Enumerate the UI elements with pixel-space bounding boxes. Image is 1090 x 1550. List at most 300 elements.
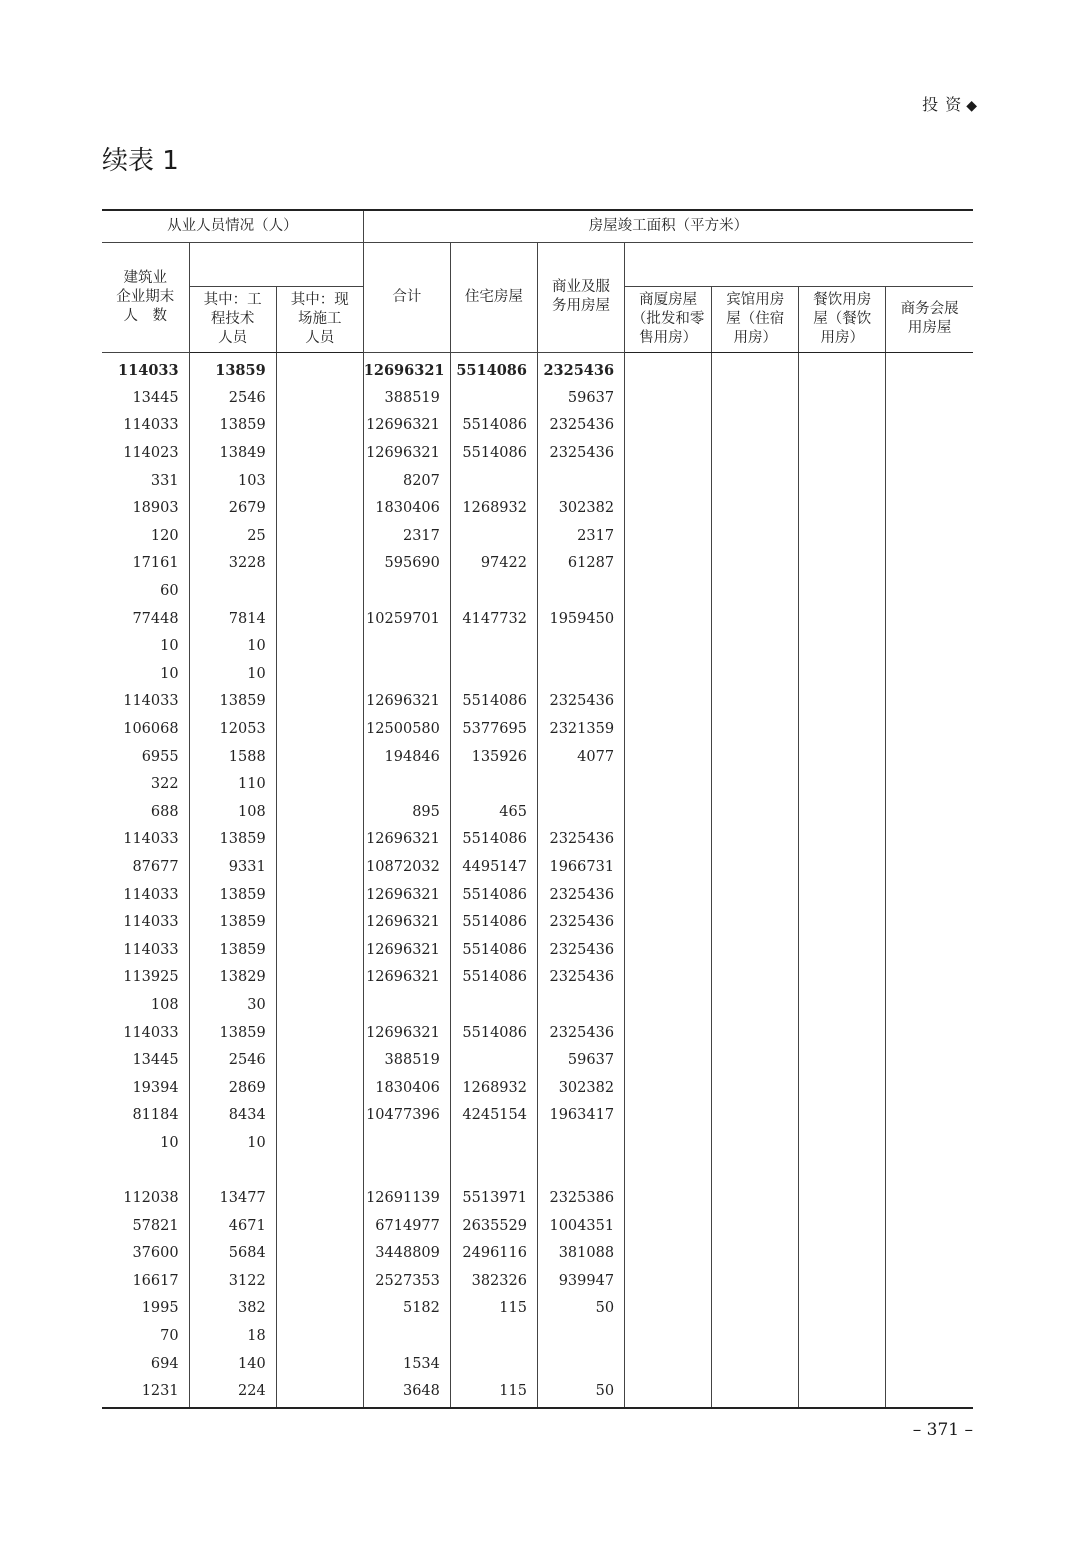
table-cell: [799, 688, 886, 716]
table-cell: [625, 494, 712, 522]
table-cell: 3228: [189, 550, 276, 578]
table-row: [102, 1184, 973, 1212]
header-area-office: 商厦房屋 （批发和零 售用房）: [625, 286, 712, 352]
table-cell: 12696321: [363, 352, 450, 384]
table-cell: [886, 936, 973, 964]
table-cell: [276, 908, 363, 936]
table-cell: [625, 770, 712, 798]
table-cell: 12696321: [363, 826, 450, 854]
table-cell: 1959450: [537, 605, 624, 633]
table-cell: [625, 1184, 712, 1212]
table-cell: [799, 439, 886, 467]
table-cell: [276, 1074, 363, 1102]
table-cell: 4077: [537, 743, 624, 771]
table-cell: 6714977: [363, 1212, 450, 1240]
table-cell: [886, 1267, 973, 1295]
table-cell: [712, 826, 799, 854]
table-cell: 5684: [189, 1240, 276, 1268]
table-cell: [712, 881, 799, 909]
table-cell: 1995: [102, 1295, 189, 1323]
table-cell: 57821: [102, 1212, 189, 1240]
table-cell: [799, 384, 886, 412]
table-cell: [799, 605, 886, 633]
table-cell: 2325436: [537, 688, 624, 716]
table-cell: [450, 632, 537, 660]
table-cell: [625, 964, 712, 992]
table-cell: [886, 577, 973, 605]
table-cell: [799, 1019, 886, 1047]
table-cell: [886, 522, 973, 550]
table-cell: 4245154: [450, 1102, 537, 1130]
table-cell: 59637: [537, 384, 624, 412]
table-cell: 2325436: [537, 936, 624, 964]
table-cell: 12696321: [363, 439, 450, 467]
table-cell: 6955: [102, 743, 189, 771]
table-cell: 12053: [189, 715, 276, 743]
table-cell: [537, 1350, 624, 1378]
table-cell: [625, 1322, 712, 1350]
table-cell: [625, 826, 712, 854]
table-cell: [712, 936, 799, 964]
table-cell: [625, 853, 712, 881]
table-cell: [886, 964, 973, 992]
table-cell: 5514086: [450, 439, 537, 467]
table-cell: 1004351: [537, 1212, 624, 1240]
table-cell: [625, 550, 712, 578]
table-cell: 5514086: [450, 352, 537, 384]
table-cell: [276, 991, 363, 1019]
table-cell: [276, 715, 363, 743]
table-cell: 382: [189, 1295, 276, 1323]
table-row: [102, 467, 973, 495]
table-cell: 10: [189, 660, 276, 688]
table-cell: 12696321: [363, 936, 450, 964]
table-cell: 120: [102, 522, 189, 550]
table-cell: [712, 1129, 799, 1157]
table-cell: [886, 1350, 973, 1378]
table-cell: 2325436: [537, 412, 624, 440]
table-cell: [276, 632, 363, 660]
table-cell: 2321359: [537, 715, 624, 743]
table-cell: 1534: [363, 1350, 450, 1378]
table-cell: 388519: [363, 1046, 450, 1074]
table-cell: 114033: [102, 908, 189, 936]
table-row: [102, 826, 973, 854]
header-area-hotel: 宾馆用房 屋（住宿 用房）: [712, 286, 799, 352]
table-cell: [799, 467, 886, 495]
table-cell: [625, 1212, 712, 1240]
header-area-catering: 餐饮用房 屋（餐饮 用房）: [799, 286, 886, 352]
table-cell: [712, 1212, 799, 1240]
table-cell: 688: [102, 798, 189, 826]
table-cell: [625, 908, 712, 936]
table-cell: [799, 1157, 886, 1185]
table-cell: 1588: [189, 743, 276, 771]
table-cell: [886, 1102, 973, 1130]
table-cell: [625, 688, 712, 716]
table-cell: [189, 1157, 276, 1185]
table-cell: [712, 853, 799, 881]
table-cell: [886, 908, 973, 936]
table-cell: 10: [102, 1129, 189, 1157]
table-cell: [363, 632, 450, 660]
table-cell: [886, 1046, 973, 1074]
table-cell: [363, 577, 450, 605]
table-cell: 9331: [189, 853, 276, 881]
table-cell: [625, 1102, 712, 1130]
table-cell: [625, 798, 712, 826]
table-cell: [537, 770, 624, 798]
table-cell: 5182: [363, 1295, 450, 1323]
table-cell: [712, 384, 799, 412]
table-cell: [276, 1350, 363, 1378]
table-cell: [886, 1377, 973, 1408]
table-cell: 37600: [102, 1240, 189, 1268]
table-row: [102, 881, 973, 909]
table-cell: [276, 1322, 363, 1350]
table-cell: [625, 605, 712, 633]
table-cell: [537, 991, 624, 1019]
table-cell: 194846: [363, 743, 450, 771]
table-cell: [625, 632, 712, 660]
table-cell: [799, 1377, 886, 1408]
table-cell: [363, 991, 450, 1019]
table-cell: [712, 605, 799, 633]
table-cell: [886, 798, 973, 826]
table-cell: 5377695: [450, 715, 537, 743]
table-cell: [712, 743, 799, 771]
table-cell: 2325436: [537, 908, 624, 936]
table-cell: 114033: [102, 688, 189, 716]
table-cell: [886, 743, 973, 771]
table-cell: [276, 964, 363, 992]
table-cell: 70: [102, 1322, 189, 1350]
table-cell: 10477396: [363, 1102, 450, 1130]
table-cell: [886, 494, 973, 522]
table-cell: [276, 352, 363, 384]
table-cell: [799, 1184, 886, 1212]
table-cell: 465: [450, 798, 537, 826]
table-cell: 19394: [102, 1074, 189, 1102]
table-cell: [799, 1350, 886, 1378]
table-row: [102, 798, 973, 826]
table-cell: [276, 412, 363, 440]
table-cell: 7814: [189, 605, 276, 633]
table-cell: [799, 550, 886, 578]
table-cell: 2679: [189, 494, 276, 522]
table-cell: [799, 853, 886, 881]
table-cell: [363, 1157, 450, 1185]
table-cell: [712, 577, 799, 605]
table-cell: [712, 1322, 799, 1350]
table-cell: [625, 1157, 712, 1185]
table-cell: [799, 1102, 886, 1130]
table-cell: 113925: [102, 964, 189, 992]
table-cell: [712, 352, 799, 384]
header-staff-blank: [189, 242, 363, 286]
table-cell: 87677: [102, 853, 189, 881]
table-row: [102, 352, 973, 384]
table-cell: [625, 660, 712, 688]
table-cell: 13445: [102, 384, 189, 412]
table-cell: [712, 1102, 799, 1130]
table-cell: [886, 826, 973, 854]
table-cell: [625, 715, 712, 743]
table-row: [102, 660, 973, 688]
table-row: [102, 964, 973, 992]
table-row: [102, 1102, 973, 1130]
table-cell: [276, 605, 363, 633]
table-cell: 110: [189, 770, 276, 798]
table-cell: [625, 1074, 712, 1102]
table-cell: [799, 1295, 886, 1323]
table-cell: [712, 494, 799, 522]
table-cell: [450, 1350, 537, 1378]
table-cell: [799, 1267, 886, 1295]
table-cell: 13859: [189, 936, 276, 964]
table-row: [102, 1157, 973, 1185]
table-cell: [886, 550, 973, 578]
table-cell: [537, 660, 624, 688]
table-row: [102, 494, 973, 522]
table-cell: 8434: [189, 1102, 276, 1130]
table-cell: [712, 412, 799, 440]
table-cell: [712, 991, 799, 1019]
statistics-table: [102, 209, 973, 1409]
table-cell: 10259701: [363, 605, 450, 633]
table-cell: [886, 605, 973, 633]
header-area-total: 合计: [363, 242, 450, 352]
table-cell: 13829: [189, 964, 276, 992]
table-cell: [537, 1129, 624, 1157]
table-cell: 114023: [102, 439, 189, 467]
table-cell: 2317: [363, 522, 450, 550]
table-row: [102, 1322, 973, 1350]
table-row: [102, 936, 973, 964]
table-cell: 4147732: [450, 605, 537, 633]
table-cell: 12696321: [363, 688, 450, 716]
table-cell: [712, 467, 799, 495]
table-cell: 8207: [363, 467, 450, 495]
table-cell: [886, 632, 973, 660]
header-area-blank: [625, 242, 973, 286]
table-cell: [799, 770, 886, 798]
table-cell: [799, 412, 886, 440]
table-body: [102, 352, 973, 1408]
table-cell: 2325436: [537, 352, 624, 384]
table-cell: 81184: [102, 1102, 189, 1130]
table-cell: [886, 1295, 973, 1323]
statistics-table-container: [102, 209, 973, 1409]
table-cell: 12696321: [363, 881, 450, 909]
table-cell: 5514086: [450, 964, 537, 992]
table-cell: [276, 1377, 363, 1408]
table-cell: 112038: [102, 1184, 189, 1212]
table-cell: [799, 826, 886, 854]
table-cell: 12500580: [363, 715, 450, 743]
table-cell: 13859: [189, 1019, 276, 1047]
table-cell: [363, 660, 450, 688]
table-row: [102, 384, 973, 412]
table-cell: [276, 550, 363, 578]
table-cell: 224: [189, 1377, 276, 1408]
table-cell: 17161: [102, 550, 189, 578]
table-cell: [625, 1129, 712, 1157]
table-cell: [625, 1295, 712, 1323]
table-cell: [625, 352, 712, 384]
table-cell: 106068: [102, 715, 189, 743]
table-cell: 114033: [102, 881, 189, 909]
table-cell: 13859: [189, 688, 276, 716]
table-cell: 2325436: [537, 964, 624, 992]
table-cell: [886, 1184, 973, 1212]
table-cell: [537, 467, 624, 495]
table-cell: [886, 1019, 973, 1047]
table-cell: [712, 1267, 799, 1295]
table-cell: 939947: [537, 1267, 624, 1295]
table-cell: 12696321: [363, 908, 450, 936]
table-cell: 2325436: [537, 826, 624, 854]
table-cell: 13849: [189, 439, 276, 467]
table-cell: 388519: [363, 384, 450, 412]
table-cell: [886, 1129, 973, 1157]
table-cell: [450, 577, 537, 605]
table-cell: [450, 660, 537, 688]
table-cell: [799, 1129, 886, 1157]
table-cell: 5514086: [450, 688, 537, 716]
table-cell: [886, 1074, 973, 1102]
table-cell: [799, 1212, 886, 1240]
table-cell: [886, 660, 973, 688]
table-cell: 1963417: [537, 1102, 624, 1130]
table-cell: [625, 1350, 712, 1378]
table-cell: 1268932: [450, 494, 537, 522]
table-cell: 25: [189, 522, 276, 550]
table-cell: [276, 1240, 363, 1268]
header-area-commercial: 商业及服 务用房屋: [537, 242, 624, 352]
table-cell: [712, 439, 799, 467]
table-cell: [886, 467, 973, 495]
header-staff-tech: 其中：工 程技术 人员: [189, 286, 276, 352]
table-cell: [450, 467, 537, 495]
table-cell: 331: [102, 467, 189, 495]
table-cell: [276, 660, 363, 688]
table-cell: 2546: [189, 1046, 276, 1074]
table-cell: 2325386: [537, 1184, 624, 1212]
table-cell: [799, 632, 886, 660]
table-cell: [799, 743, 886, 771]
table-cell: [886, 439, 973, 467]
table-row: [102, 1212, 973, 1240]
table-cell: [450, 1157, 537, 1185]
table-cell: [886, 715, 973, 743]
table-cell: [712, 632, 799, 660]
table-row: [102, 770, 973, 798]
table-cell: [276, 881, 363, 909]
table-row: [102, 688, 973, 716]
header-group-staff: 从业人员情况（人）: [102, 210, 363, 242]
table-cell: 13859: [189, 881, 276, 909]
table-cell: [712, 522, 799, 550]
table-cell: [276, 1046, 363, 1074]
table-cell: 114033: [102, 412, 189, 440]
table-cell: [189, 577, 276, 605]
table-cell: [886, 352, 973, 384]
table-row: [102, 1046, 973, 1074]
table-cell: [276, 743, 363, 771]
header-area-residential: 住宅房屋: [450, 242, 537, 352]
table-cell: [712, 1377, 799, 1408]
table-cell: [799, 1240, 886, 1268]
table-row: [102, 1074, 973, 1102]
table-cell: [625, 743, 712, 771]
table-cell: [712, 1046, 799, 1074]
table-cell: 13859: [189, 826, 276, 854]
table-cell: 12691139: [363, 1184, 450, 1212]
table-cell: [712, 770, 799, 798]
table-cell: [886, 688, 973, 716]
table-cell: 18: [189, 1322, 276, 1350]
table-cell: [799, 798, 886, 826]
table-cell: 50: [537, 1295, 624, 1323]
table-cell: [712, 1295, 799, 1323]
table-cell: [276, 577, 363, 605]
table-cell: [799, 908, 886, 936]
table-cell: [625, 881, 712, 909]
table-cell: [363, 1322, 450, 1350]
table-row: [102, 743, 973, 771]
table-cell: 115: [450, 1377, 537, 1408]
table-cell: [799, 352, 886, 384]
table-row: [102, 1129, 973, 1157]
table-cell: 302382: [537, 1074, 624, 1102]
table-cell: 10: [189, 632, 276, 660]
table-cell: 50: [537, 1377, 624, 1408]
table-cell: [712, 715, 799, 743]
table-row: [102, 550, 973, 578]
table-cell: [625, 1267, 712, 1295]
table-cell: [276, 688, 363, 716]
table-cell: 3122: [189, 1267, 276, 1295]
table-cell: [276, 826, 363, 854]
table-cell: 108: [102, 991, 189, 1019]
table-cell: [450, 1046, 537, 1074]
table-cell: [799, 1046, 886, 1074]
table-cell: 12696321: [363, 1019, 450, 1047]
table-cell: 97422: [450, 550, 537, 578]
table-cell: [799, 1322, 886, 1350]
table-cell: [625, 577, 712, 605]
table-cell: 30: [189, 991, 276, 1019]
table-cell: [276, 439, 363, 467]
table-cell: 2527353: [363, 1267, 450, 1295]
table-cell: [625, 384, 712, 412]
table-row: [102, 1377, 973, 1408]
table-cell: [276, 798, 363, 826]
table-cell: 895: [363, 798, 450, 826]
table-cell: 12696321: [363, 964, 450, 992]
table-cell: [276, 384, 363, 412]
table-cell: [712, 908, 799, 936]
table-cell: 77448: [102, 605, 189, 633]
table-cell: 2317: [537, 522, 624, 550]
table-cell: 5514086: [450, 936, 537, 964]
table-cell: 2869: [189, 1074, 276, 1102]
table-cell: 114033: [102, 352, 189, 384]
table-cell: 2546: [189, 384, 276, 412]
table-row: [102, 605, 973, 633]
table-cell: 1966731: [537, 853, 624, 881]
